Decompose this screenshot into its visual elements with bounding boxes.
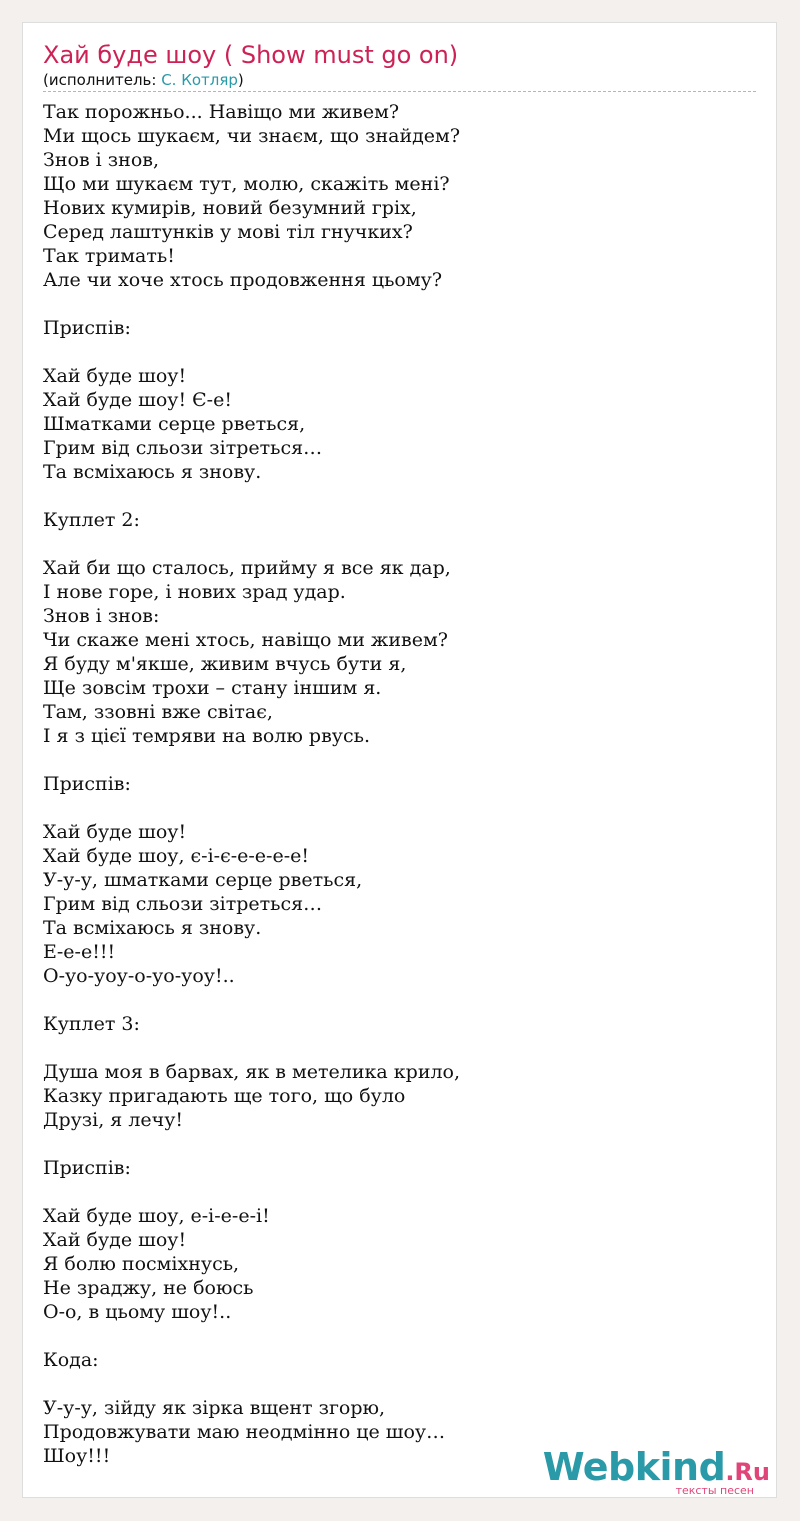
logo-suffix: .Ru xyxy=(725,1458,770,1486)
performer-line xyxy=(43,71,244,89)
performer-suffix: ) xyxy=(237,71,244,89)
performer-link[interactable]: С. Котляр xyxy=(161,71,238,89)
title-divider xyxy=(43,91,756,92)
logo-name: Webkind xyxy=(542,1445,726,1489)
performer-prefix: (исполнитель: xyxy=(43,71,162,89)
lyrics-card xyxy=(22,22,777,1498)
site-logo[interactable] xyxy=(543,1445,770,1497)
lyrics-text: Так порожньо... Навіщо ми живем? Ми щось шукаєм, чи знаєм, що знайдем? Знов і знов, Що ми шукаєм тут, молю, скажіть мені? Нових кумирів, новий безумний гріх, Серед лаштунків у мові тіл гнучких? Так тримать! Але чи хоче хтось продовження цьому? Приспів: Хай буде шоу! Хай буде шоу! Є-е! Шматками серце рветься, Грим від сльози зітреться… Та всміхаюсь я знову. Куплет 2: Хай би що сталось, прийму я все як дар, І нове горе, і нових зрад удар. Знов і знов: Чи скаже мені хтось, навіщо ми живем? Я буду м'якше, живим вчусь бути я, Ще зовсім трохи – стану іншим я. Там, ззовні вже світає, І я з цієї темряви на волю рвусь. Приспів: Хай буде шоу! Хай буде шоу, є-і-є-е-е-е-е! У-у-у, шматками серце рветься, Грим від сльози зітреться… Та всміхаюсь я знову. Е-е-е!!! О-уо-уоу-о-уо-уоу!.. Куплет 3: Душа моя в барвах, як в метелика крило, Казку пригадають ще того, що було Друзі, я лечу! Приспів: Хай буде шоу, е-і-е-е-і! Хай буде шоу! Я болю посміхнусь, Не зраджу, не боюсь О-о, в цьому шоу!.. Кода: У-у-у, зійду як зірка вщент згорю, Продовжувати маю неодмінно це шоу… Шоу!!! xyxy=(43,101,461,1467)
logo-tagline: тексты песен xyxy=(675,1484,754,1497)
song-title: Хай буде шоу ( Show must go on) xyxy=(43,41,459,69)
